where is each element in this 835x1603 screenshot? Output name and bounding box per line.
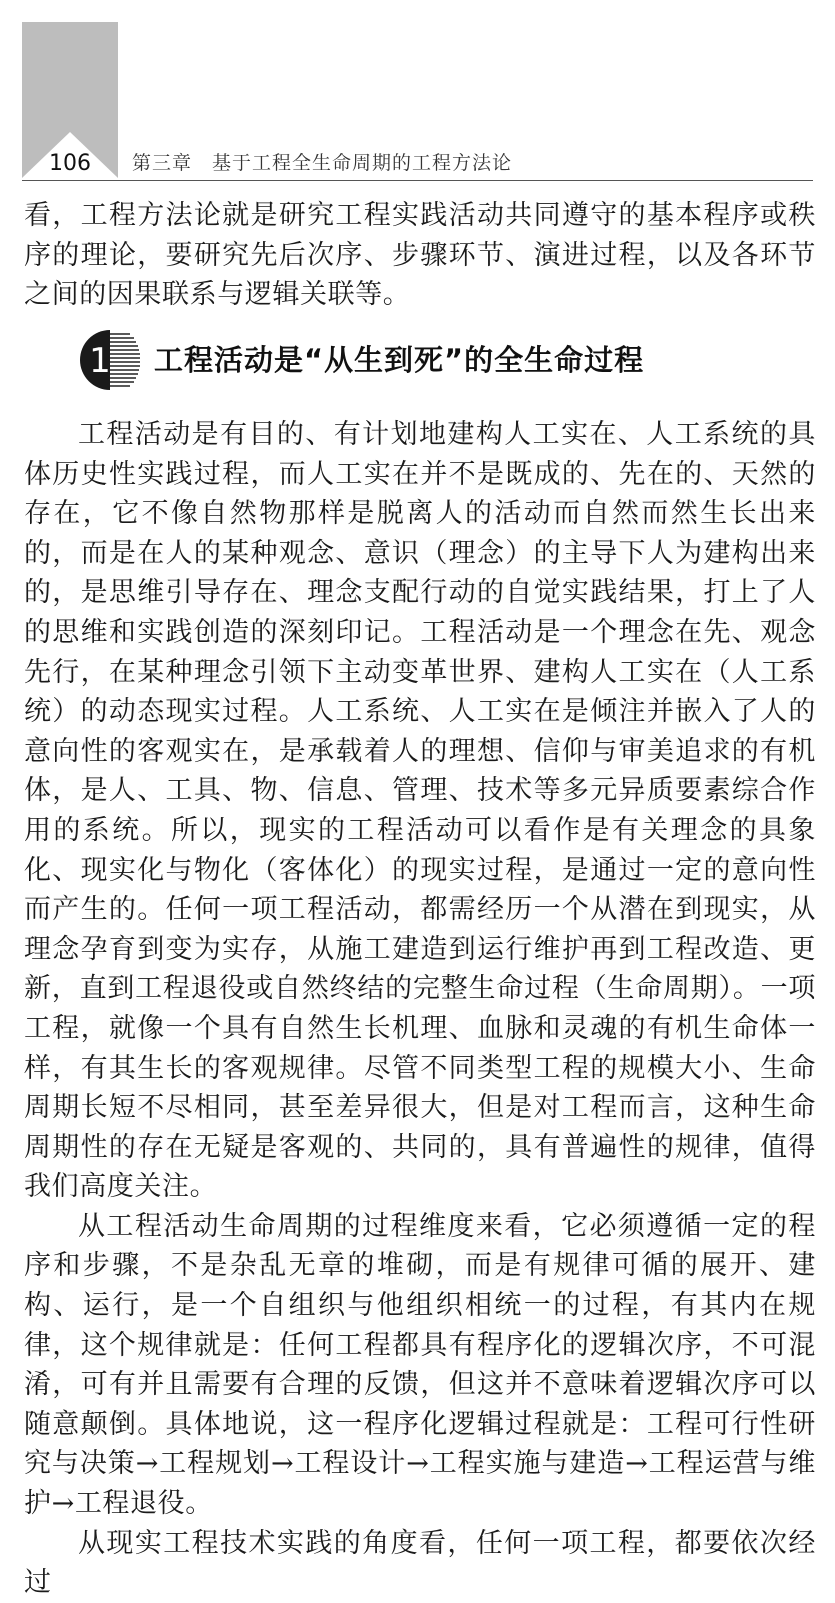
intro-text [24,196,816,315]
page-number: 106 [49,151,91,176]
body-paragraph-1: 工程活动是有目的、有计划地建构人工实在、人工系统的具体历史性实践过程，而人工实在并不是既成的、先在的、天然的存在，它不像自然物那样是脱离人的活动而自然而然生长出来的，而是在人的某种观念、意识（理念）的主导下人为建构出来的，是思维引导存在、理念支配行动的自觉实践结果，打上了人的思维和实践创造的深刻印记。工程活动是一个理念在先、观念先行，在某种理念引领下主动变革世界、建构人工实在（人工系统）的动态现实过程。人工系统、人工实在是倾注并嵌入了人的意向性的客观实在，是承载着人的理想、信仰与审美追求的有机体，是人、工具、物、信息、管理、技术等多元异质要素综合作用的系统。所以，现实的工程活动可以看作是有关理念的具象化、现实化与物化（客体化）的现实过程，是通过一定的意向性而产生的。任何一项工程活动，都需经历一个从潜在到现实，从理念孕育到变为实存，从施工建造到运行维护再到工程改造、更新，直到工程退役或自然终结的完整生命过程（生命周期）。一项工程，就像一个具有自然生长机理、血脉和灵魂的有机生命体一样，有其生长的客观规律。尽管不同类型工程的规模大小、生命周期长短不尽相同，甚至差异很大，但是对工程而言，这种生命周期性的存在无疑是客观的、共同的，具有普遍性的规律，值得我们高度关注。 [24,419,816,1203]
body-paragraph-2: 从工程活动生命周期的过程维度来看，它必须遵循一定的程序和步骤，不是杂乱无章的堆砌，而是有规律可循的展开、建构、运行，是一个自组织与他组织相统一的过程，有其内在规律，这个规律就是：任何工程都具有程序化的逻辑次序，不可混淆，可有并且需要有合理的反馈，但这并不意味着逻辑次序可以随意颠倒。具体地说，这一程序化逻辑过程就是：工程可行性研究与决策→工程规划→工程设计→工程实施与建造→工程运营与维护→工程退役。 [24,1210,816,1520]
body-text [24,415,816,1603]
section-heading [78,328,778,392]
section-number: 1 [89,341,111,381]
intro-paragraph: 看，工程方法论就是研究工程实践活动共同遵守的基本程序或秩序的理论，要研究先后次序、步骤环节、演进过程，以及各环节之间的因果联系与逻辑关联等。 [24,200,816,311]
body-paragraph-3: 从现实工程技术实践的角度看，任何一项工程，都要依次经过 [24,1527,816,1599]
section-number-badge [78,328,142,392]
header-divider [22,180,813,181]
section-title: 工程活动是“从生到死”的全生命过程 [154,343,645,377]
running-head: 第三章 基于工程全生命周期的工程方法论 [132,152,513,174]
